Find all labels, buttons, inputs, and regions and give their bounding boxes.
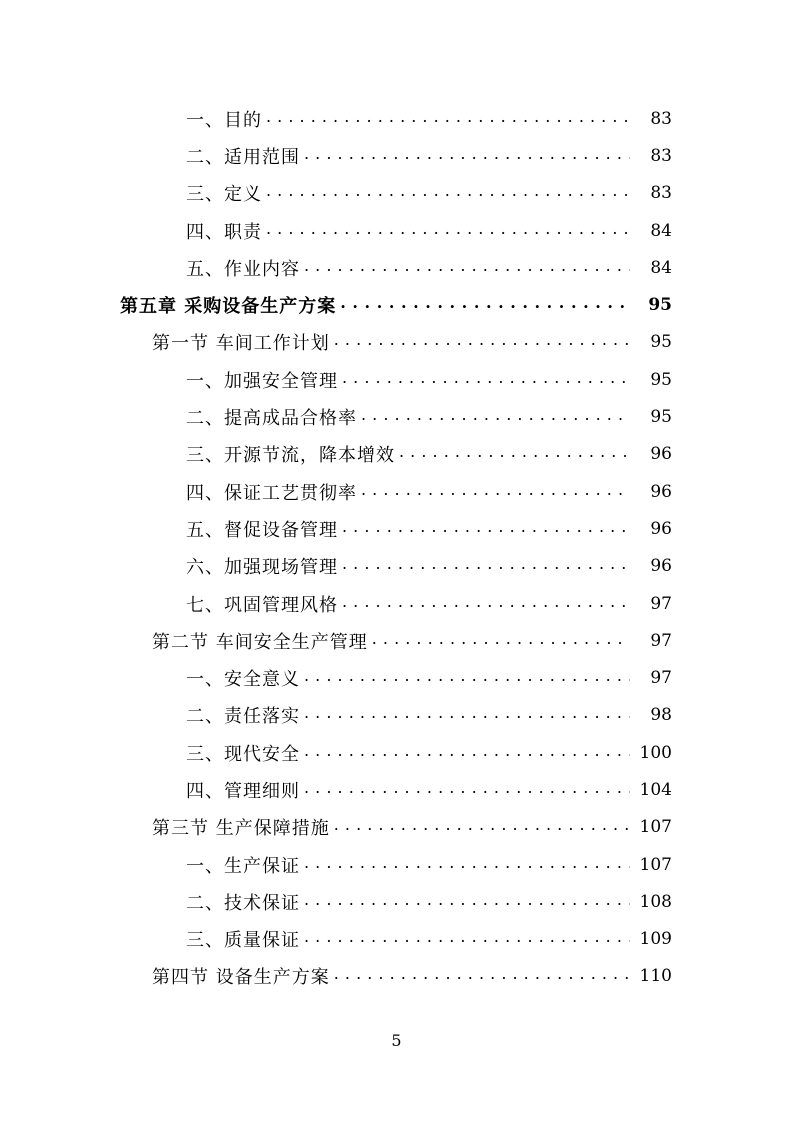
toc-chapter-entry[interactable] <box>0 286 793 323</box>
toc-entry-title: 三、质量保证 <box>186 930 300 952</box>
toc-dot-leader <box>304 706 630 724</box>
toc-entry-page-number: 83 <box>650 145 672 166</box>
toc-dot-leader <box>266 184 630 202</box>
toc-dot-leader <box>266 222 630 240</box>
toc-dot-leader <box>399 445 630 463</box>
toc-dot-leader <box>304 259 630 277</box>
page-number: 5 <box>391 1031 402 1050</box>
toc-entry-title: 四、管理细则 <box>186 780 300 802</box>
toc-entry-title: 第四节 设备生产方案 <box>152 967 330 989</box>
toc-subsection-entry[interactable] <box>0 137 793 174</box>
toc-entry-page-number: 95 <box>650 332 672 353</box>
toc-dot-leader <box>304 781 630 799</box>
toc-entry-page-number: 96 <box>650 444 672 465</box>
toc-entry-title: 二、技术保证 <box>186 892 300 914</box>
toc-entry-title: 五、督促设备管理 <box>186 519 338 541</box>
toc-subsection-entry[interactable] <box>0 473 793 510</box>
toc-entry-title: 六、加强现场管理 <box>186 557 338 579</box>
toc-section-entry[interactable] <box>0 809 793 846</box>
toc-entry-page-number: 107 <box>639 854 672 875</box>
toc-entry-page-number: 98 <box>650 705 672 726</box>
toc-entry-title: 七、巩固管理风格 <box>186 594 338 616</box>
toc-entry-page-number: 100 <box>639 742 672 763</box>
toc-entry-page-number: 97 <box>650 593 672 614</box>
toc-entry-title: 三、现代安全 <box>186 743 300 765</box>
toc-dot-leader <box>361 408 630 426</box>
toc-subsection-entry[interactable] <box>0 100 793 137</box>
toc-entry-page-number: 83 <box>650 108 672 129</box>
toc-entry-title: 三、定义 <box>186 184 262 206</box>
toc-dot-leader <box>304 744 630 762</box>
toc-entry-title: 四、职责 <box>186 221 262 243</box>
toc-subsection-entry[interactable] <box>0 883 793 920</box>
toc-entry-page-number: 95 <box>650 369 672 390</box>
toc-dot-leader <box>372 632 630 650</box>
toc-dot-leader <box>304 930 630 948</box>
toc-subsection-entry[interactable] <box>0 249 793 286</box>
toc-subsection-entry[interactable] <box>0 212 793 249</box>
toc-dot-leader <box>361 483 630 501</box>
toc-subsection-entry[interactable] <box>0 398 793 435</box>
toc-entry-title: 三、开源节流，降本增效 <box>186 445 395 467</box>
toc-entry-page-number: 84 <box>650 220 672 241</box>
toc-dot-leader <box>342 520 630 538</box>
toc-subsection-entry[interactable] <box>0 510 793 547</box>
toc-dot-leader <box>304 856 630 874</box>
toc-subsection-entry[interactable] <box>0 921 793 958</box>
toc-entry-title: 第一节 车间工作计划 <box>152 333 330 355</box>
toc-entry-title: 一、生产保证 <box>186 855 300 877</box>
toc-section-entry[interactable] <box>0 958 793 995</box>
toc-entry-title: 一、安全意义 <box>186 669 300 691</box>
toc-entry-title: 四、保证工艺贯彻率 <box>186 482 357 504</box>
toc-entry-page-number: 83 <box>650 183 672 204</box>
toc-entry-page-number: 95 <box>650 407 672 428</box>
toc-entry-title: 一、加强安全管理 <box>186 370 338 392</box>
toc-dot-leader <box>304 893 630 911</box>
toc-subsection-entry[interactable] <box>0 548 793 585</box>
toc-dot-leader <box>334 818 630 836</box>
table-of-contents <box>0 100 793 995</box>
toc-entry-page-number: 96 <box>650 481 672 502</box>
toc-entry-page-number: 107 <box>639 817 672 838</box>
toc-subsection-entry[interactable] <box>0 659 793 696</box>
toc-dot-leader <box>266 110 630 128</box>
toc-subsection-entry[interactable] <box>0 175 793 212</box>
toc-subsection-entry[interactable] <box>0 436 793 473</box>
toc-entry-page-number: 109 <box>639 929 672 950</box>
toc-entry-title: 二、责任落实 <box>186 706 300 728</box>
toc-entry-page-number: 108 <box>639 891 672 912</box>
toc-entry-title: 第五章 采购设备生产方案 <box>120 296 337 318</box>
toc-section-entry[interactable] <box>0 622 793 659</box>
toc-entry-page-number: 97 <box>650 630 672 651</box>
toc-entry-title: 第二节 车间安全生产管理 <box>152 631 368 653</box>
toc-subsection-entry[interactable] <box>0 771 793 808</box>
toc-dot-leader <box>342 557 630 575</box>
toc-dot-leader <box>334 333 630 351</box>
toc-section-entry[interactable] <box>0 324 793 361</box>
toc-subsection-entry[interactable] <box>0 697 793 734</box>
toc-subsection-entry[interactable] <box>0 734 793 771</box>
toc-dot-leader <box>342 595 630 613</box>
toc-entry-page-number: 97 <box>650 668 672 689</box>
toc-entry-title: 五、作业内容 <box>186 258 300 280</box>
toc-entry-page-number: 96 <box>650 556 672 577</box>
toc-entry-title: 一、目的 <box>186 109 262 131</box>
toc-entry-page-number: 84 <box>650 257 672 278</box>
toc-entry-page-number: 95 <box>648 295 672 316</box>
toc-dot-leader <box>304 147 630 165</box>
toc-dot-leader <box>334 967 630 985</box>
toc-dot-leader <box>342 371 630 389</box>
toc-subsection-entry[interactable] <box>0 361 793 398</box>
toc-dot-leader <box>340 296 630 314</box>
toc-entry-title: 二、适用范围 <box>186 146 300 168</box>
toc-entry-title: 第三节 生产保障措施 <box>152 818 330 840</box>
toc-subsection-entry[interactable] <box>0 585 793 622</box>
toc-dot-leader <box>304 669 630 687</box>
toc-entry-page-number: 110 <box>639 966 672 987</box>
toc-subsection-entry[interactable] <box>0 846 793 883</box>
toc-entry-page-number: 96 <box>650 518 672 539</box>
toc-entry-title: 二、提高成品合格率 <box>186 408 357 430</box>
toc-entry-page-number: 104 <box>639 779 672 800</box>
